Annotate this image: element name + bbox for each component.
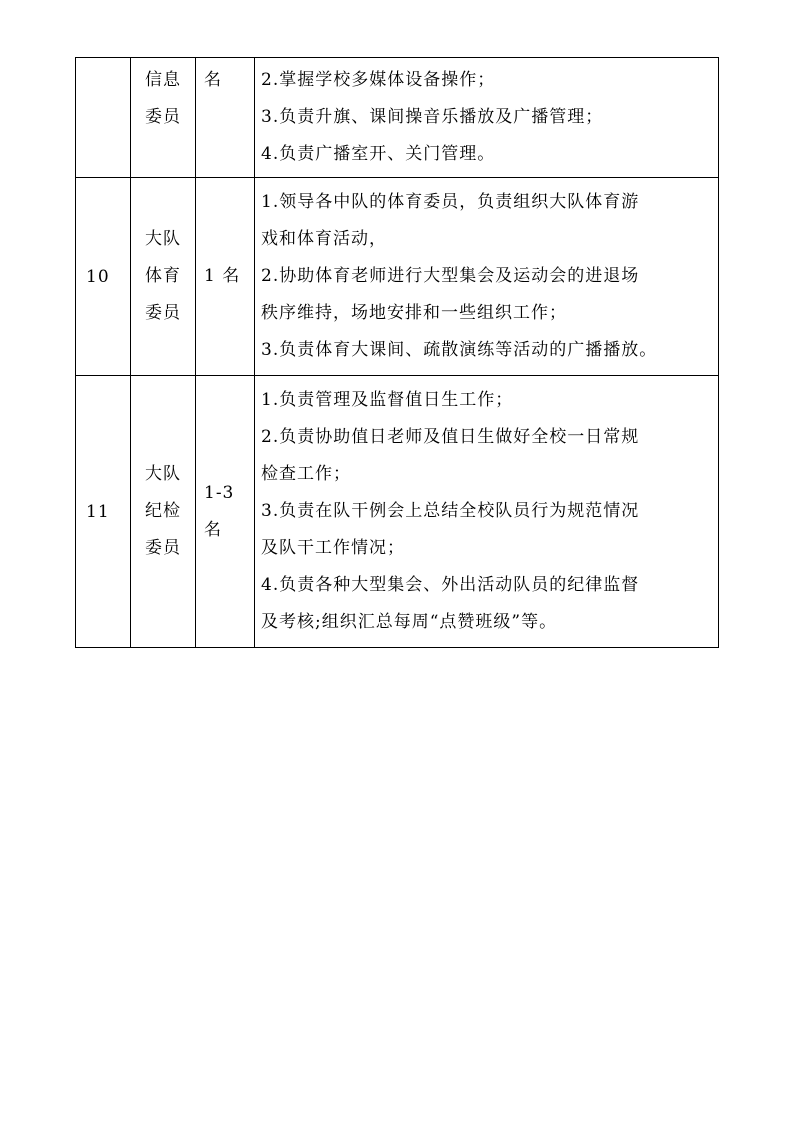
duty-line: 2.负责协助值日老师及值日生做好全校一日常规 xyxy=(261,427,640,447)
role-name-cell xyxy=(131,58,196,178)
role-name-line: 大队 xyxy=(145,229,181,249)
duty-line: 及考核;组织汇总每周“点赞班级”等。 xyxy=(261,612,558,632)
duty-line: 4.负责广播室开、关门管理。 xyxy=(261,144,496,164)
duty-line: 2.协助体育老师进行大型集会及运动会的进退场 xyxy=(261,266,640,286)
duty-line: 2.掌握学校多媒体设备操作； xyxy=(261,70,496,90)
role-name-line: 纪检 xyxy=(145,501,181,521)
duty-line: 3.负责体育大课间、疏散演练等活动的广播播放。 xyxy=(261,340,658,360)
row-number: 11 xyxy=(76,376,131,648)
duties-cell xyxy=(255,376,719,648)
duty-line: 戏和体育活动， xyxy=(261,229,387,249)
role-name-line: 信息 xyxy=(145,70,181,90)
table-row xyxy=(76,58,719,178)
duties-cell xyxy=(255,58,719,178)
row-number: 10 xyxy=(76,178,131,376)
role-name-line: 委员 xyxy=(145,107,181,127)
duty-line: 3.负责升旗、课间操音乐播放及广播管理； xyxy=(261,107,604,127)
headcount-line: 1 名 xyxy=(204,266,241,286)
duty-line: 4.负责各种大型集会、外出活动队员的纪律监督 xyxy=(261,575,640,595)
headcount-line: 名 xyxy=(204,70,222,90)
duty-line: 检查工作； xyxy=(261,464,351,484)
role-name-cell xyxy=(131,178,196,376)
duty-line: 1.领导各中队的体育委员，负责组织大队体育游 xyxy=(261,192,640,212)
duty-line: 秩序维持，场地安排和一些组织工作； xyxy=(261,303,567,323)
role-name-cell xyxy=(131,376,196,648)
headcount-cell xyxy=(196,178,255,376)
duty-line: 及队干工作情况； xyxy=(261,538,405,558)
duty-line: 3.负责在队干例会上总结全校队员行为规范情况 xyxy=(261,501,640,521)
role-name-line: 委员 xyxy=(145,538,181,558)
headcount-cell xyxy=(196,376,255,648)
table-row xyxy=(76,376,719,648)
headcount-cell xyxy=(196,58,255,178)
role-name-line: 体育 xyxy=(145,266,181,286)
duties-table xyxy=(75,57,719,648)
role-name-line: 委员 xyxy=(145,303,181,323)
headcount-line: 名 xyxy=(204,519,222,540)
row-number xyxy=(76,58,131,178)
duty-line: 1.负责管理及监督值日生工作； xyxy=(261,390,514,410)
table-row xyxy=(76,178,719,376)
duties-cell xyxy=(255,178,719,376)
headcount-line: 1-3 xyxy=(204,482,235,503)
role-name-line: 大队 xyxy=(145,464,181,484)
